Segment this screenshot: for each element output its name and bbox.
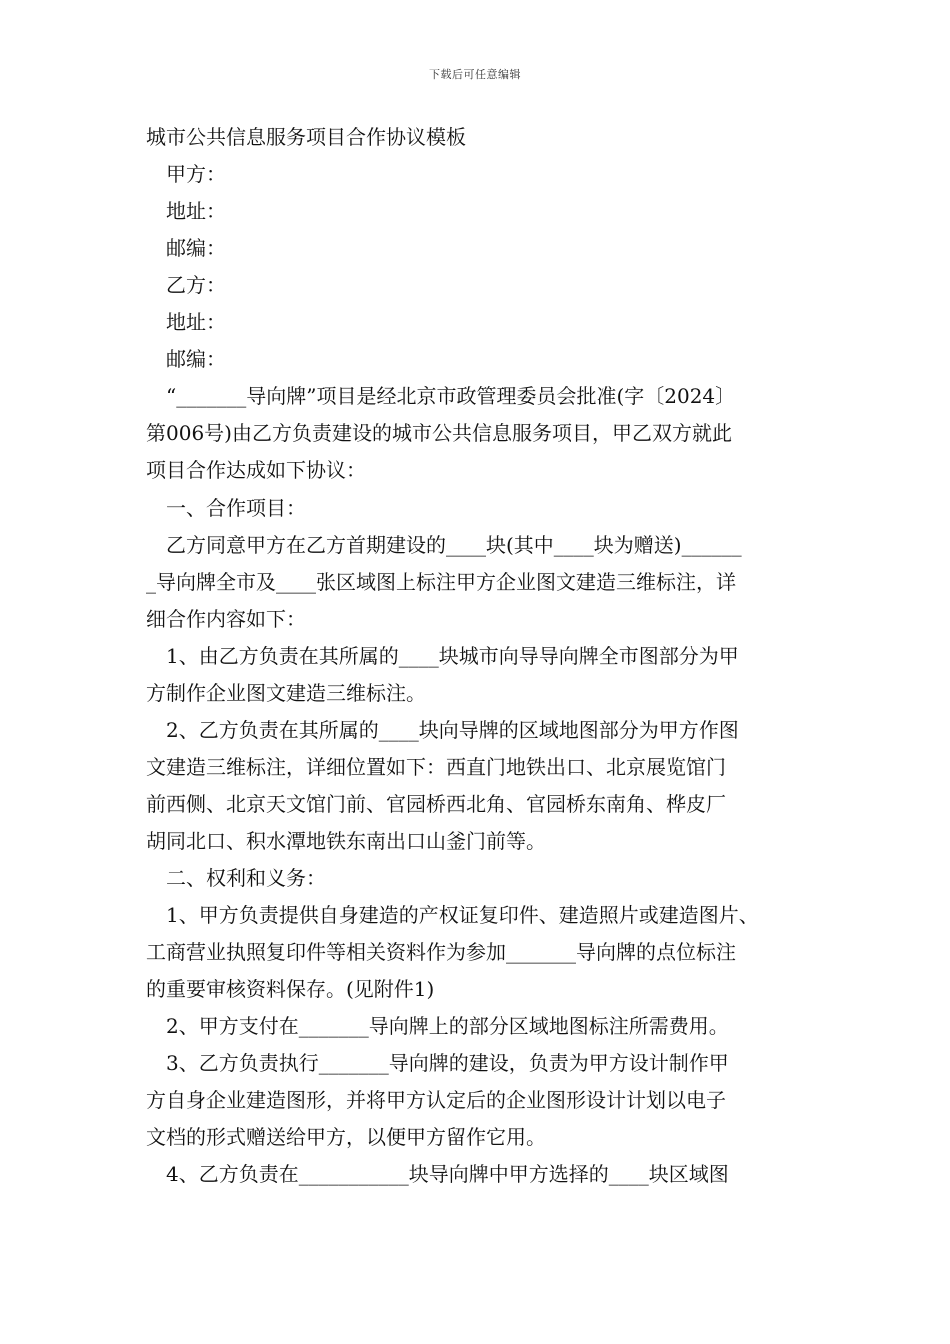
party-a-label: 甲方： bbox=[166, 162, 226, 186]
clause-1-line: 方制作企业图文建造三维标注。 bbox=[146, 681, 426, 705]
rights-clause-3-line: 方自身企业建造图形，并将甲方认定后的企业图形设计计划以电子 bbox=[146, 1088, 726, 1112]
clause-2-line: 文建造三维标注，详细位置如下：西直门地铁出口、北京展览馆门 bbox=[146, 755, 726, 779]
party-a-address-label: 地址： bbox=[166, 199, 226, 223]
cooperation-paragraph-line: 乙方同意甲方在乙方首期建设的____块(其中____块为赠送)______ bbox=[166, 533, 742, 557]
document-title: 城市公共信息服务项目合作协议模板 bbox=[146, 125, 466, 149]
party-a-postcode-label: 邮编： bbox=[166, 236, 226, 260]
intro-paragraph-line: “_______导向牌”项目是经北京市政管理委员会批准(字〔2024〕 bbox=[166, 384, 736, 408]
clause-2-line: 2、乙方负责在其所属的____块向导牌的区域地图部分为甲方作图 bbox=[166, 718, 739, 742]
cooperation-paragraph-line: _导向牌全市及____张区域图上标注甲方企业图文建造三维标注，详 bbox=[146, 570, 736, 594]
section-heading-cooperation: 一、合作项目： bbox=[166, 496, 306, 520]
party-b-address-label: 地址： bbox=[166, 310, 226, 334]
section-heading-rights: 二、权利和义务： bbox=[166, 866, 326, 890]
rights-clause-1-line: 工商营业执照复印件等相关资料作为参加_______导向牌的点位标注 bbox=[146, 940, 736, 964]
clause-1-line: 1、由乙方负责在其所属的____块城市向导导向牌全市图部分为甲 bbox=[166, 644, 739, 668]
intro-paragraph-line: 项目合作达成如下协议： bbox=[146, 458, 366, 482]
rights-clause-1-line: 的重要审核资料保存。(见附件1) bbox=[146, 977, 435, 1001]
party-b-postcode-label: 邮编： bbox=[166, 347, 226, 371]
rights-clause-3-line: 文档的形式赠送给甲方，以便甲方留作它用。 bbox=[146, 1125, 546, 1149]
clause-2-line: 胡同北口、积水潭地铁东南出口山釜门前等。 bbox=[146, 829, 546, 853]
party-b-label: 乙方： bbox=[166, 273, 226, 297]
rights-clause-1-line: 1、甲方负责提供自身建造的产权证复印件、建造照片或建造图片、 bbox=[166, 903, 759, 927]
intro-paragraph-line: 第006号)由乙方负责建设的城市公共信息服务项目，甲乙双方就此 bbox=[146, 421, 732, 445]
page-header: 下载后可任意编辑 bbox=[429, 68, 521, 81]
rights-clause-4-line: 4、乙方负责在___________块导向牌中甲方选择的____块区域图 bbox=[166, 1162, 729, 1186]
clause-2-line: 前西侧、北京天文馆门前、官园桥西北角、官园桥东南角、桦皮厂 bbox=[146, 792, 726, 816]
rights-clause-3-line: 3、乙方负责执行_______导向牌的建设，负责为甲方设计制作甲 bbox=[166, 1051, 729, 1075]
cooperation-paragraph-line: 细合作内容如下： bbox=[146, 607, 306, 631]
rights-clause-2-line: 2、甲方支付在_______导向牌上的部分区域地图标注所需费用。 bbox=[166, 1014, 729, 1038]
